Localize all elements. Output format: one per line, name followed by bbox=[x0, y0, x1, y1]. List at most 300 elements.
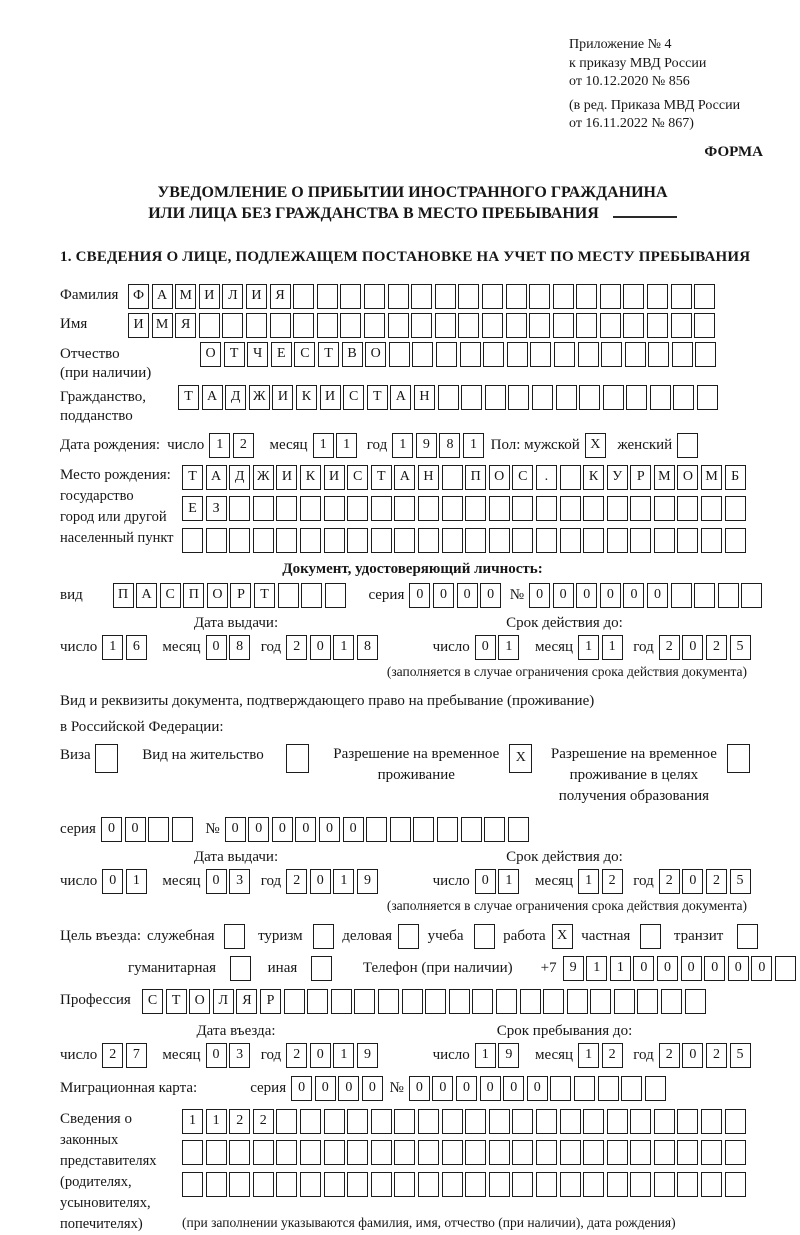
char-box[interactable] bbox=[222, 313, 243, 338]
char-box[interactable] bbox=[737, 924, 758, 949]
char-box[interactable]: 0 bbox=[125, 817, 146, 842]
char-box[interactable]: 2 bbox=[659, 635, 680, 660]
char-box[interactable] bbox=[436, 342, 457, 367]
char-box[interactable] bbox=[371, 1172, 392, 1197]
char-box[interactable] bbox=[465, 496, 486, 521]
char-box[interactable]: 0 bbox=[433, 583, 454, 608]
char-box[interactable] bbox=[725, 496, 746, 521]
migration-number-boxes[interactable] bbox=[409, 1076, 669, 1101]
char-box[interactable] bbox=[253, 528, 274, 553]
char-box[interactable]: 1 bbox=[336, 433, 357, 458]
char-box[interactable]: 0 bbox=[527, 1076, 548, 1101]
char-box[interactable] bbox=[574, 1076, 595, 1101]
char-box[interactable]: 0 bbox=[319, 817, 340, 842]
char-box[interactable]: Д bbox=[225, 385, 246, 410]
char-box[interactable] bbox=[311, 956, 332, 981]
char-box[interactable]: 1 bbox=[578, 635, 599, 660]
char-box[interactable]: 0 bbox=[600, 583, 621, 608]
char-box[interactable] bbox=[560, 465, 581, 490]
char-box[interactable]: Я bbox=[236, 989, 257, 1014]
char-box[interactable]: 2 bbox=[286, 869, 307, 894]
char-box[interactable] bbox=[576, 284, 597, 309]
char-box[interactable]: У bbox=[607, 465, 628, 490]
char-box[interactable] bbox=[229, 496, 250, 521]
char-box[interactable] bbox=[276, 1172, 297, 1197]
char-box[interactable]: 2 bbox=[229, 1109, 250, 1134]
char-box[interactable]: 8 bbox=[357, 635, 378, 660]
char-box[interactable] bbox=[286, 744, 309, 773]
char-box[interactable] bbox=[677, 1172, 698, 1197]
char-box[interactable] bbox=[300, 496, 321, 521]
char-box[interactable]: 9 bbox=[416, 433, 437, 458]
char-box[interactable] bbox=[371, 528, 392, 553]
char-box[interactable] bbox=[300, 1140, 321, 1165]
char-box[interactable] bbox=[621, 1076, 642, 1101]
char-box[interactable] bbox=[630, 496, 651, 521]
birth-year-boxes[interactable] bbox=[392, 433, 486, 458]
permit-series-boxes[interactable] bbox=[101, 817, 195, 842]
char-box[interactable]: Р bbox=[630, 465, 651, 490]
char-box[interactable] bbox=[394, 496, 415, 521]
char-box[interactable]: 1 bbox=[206, 1109, 227, 1134]
char-box[interactable] bbox=[347, 1172, 368, 1197]
char-box[interactable] bbox=[506, 284, 527, 309]
char-box[interactable] bbox=[583, 496, 604, 521]
char-box[interactable]: Т bbox=[318, 342, 339, 367]
char-box[interactable] bbox=[607, 528, 628, 553]
char-box[interactable] bbox=[640, 924, 661, 949]
stay-day[interactable] bbox=[475, 1043, 522, 1068]
char-box[interactable]: 0 bbox=[248, 817, 269, 842]
char-box[interactable] bbox=[276, 1140, 297, 1165]
char-box[interactable] bbox=[701, 528, 722, 553]
char-box[interactable] bbox=[229, 1140, 250, 1165]
char-box[interactable]: С bbox=[294, 342, 315, 367]
char-box[interactable] bbox=[449, 989, 470, 1014]
char-box[interactable]: 0 bbox=[475, 869, 496, 894]
char-box[interactable]: С bbox=[343, 385, 364, 410]
char-box[interactable]: Т bbox=[367, 385, 388, 410]
char-box[interactable]: . bbox=[536, 465, 557, 490]
char-box[interactable] bbox=[229, 528, 250, 553]
char-box[interactable] bbox=[460, 342, 481, 367]
char-box[interactable] bbox=[442, 1109, 463, 1134]
char-box[interactable]: 9 bbox=[357, 1043, 378, 1068]
patronymic-boxes[interactable] bbox=[200, 342, 719, 367]
char-box[interactable] bbox=[671, 313, 692, 338]
char-box[interactable]: 0 bbox=[291, 1076, 312, 1101]
char-box[interactable]: 2 bbox=[706, 1043, 727, 1068]
char-box[interactable] bbox=[224, 924, 245, 949]
profession-boxes[interactable] bbox=[142, 989, 708, 1014]
char-box[interactable]: 0 bbox=[409, 583, 430, 608]
char-box[interactable] bbox=[300, 528, 321, 553]
char-box[interactable]: Т bbox=[178, 385, 199, 410]
char-box[interactable] bbox=[148, 817, 169, 842]
permit-issue-year[interactable] bbox=[286, 869, 380, 894]
char-box[interactable]: 2 bbox=[253, 1109, 274, 1134]
char-box[interactable] bbox=[307, 989, 328, 1014]
char-box[interactable]: М bbox=[654, 465, 675, 490]
char-box[interactable] bbox=[560, 1140, 581, 1165]
char-box[interactable]: С bbox=[160, 583, 181, 608]
char-box[interactable]: С bbox=[347, 465, 368, 490]
char-box[interactable]: 0 bbox=[206, 635, 227, 660]
char-box[interactable] bbox=[677, 433, 698, 458]
char-box[interactable] bbox=[512, 1109, 533, 1134]
char-box[interactable] bbox=[435, 313, 456, 338]
char-box[interactable]: Р bbox=[260, 989, 281, 1014]
char-box[interactable]: 2 bbox=[659, 1043, 680, 1068]
char-box[interactable] bbox=[623, 313, 644, 338]
surname-boxes[interactable] bbox=[128, 284, 718, 309]
char-box[interactable] bbox=[648, 342, 669, 367]
char-box[interactable] bbox=[483, 342, 504, 367]
char-box[interactable]: 0 bbox=[657, 956, 678, 981]
char-box[interactable] bbox=[482, 284, 503, 309]
char-box[interactable]: 5 bbox=[730, 635, 751, 660]
char-box[interactable] bbox=[331, 989, 352, 1014]
char-box[interactable] bbox=[576, 313, 597, 338]
char-box[interactable] bbox=[512, 528, 533, 553]
char-box[interactable]: 8 bbox=[439, 433, 460, 458]
char-box[interactable]: 1 bbox=[602, 635, 623, 660]
char-box[interactable] bbox=[654, 496, 675, 521]
char-box[interactable] bbox=[560, 496, 581, 521]
char-box[interactable]: 0 bbox=[576, 583, 597, 608]
char-box[interactable]: Т bbox=[166, 989, 187, 1014]
char-box[interactable] bbox=[550, 1076, 571, 1101]
char-box[interactable]: X bbox=[509, 744, 532, 773]
char-box[interactable] bbox=[508, 385, 529, 410]
char-box[interactable] bbox=[276, 496, 297, 521]
char-box[interactable]: О bbox=[207, 583, 228, 608]
char-box[interactable] bbox=[630, 528, 651, 553]
char-box[interactable] bbox=[371, 496, 392, 521]
char-box[interactable] bbox=[438, 385, 459, 410]
char-box[interactable] bbox=[253, 496, 274, 521]
char-box[interactable] bbox=[388, 313, 409, 338]
char-box[interactable] bbox=[560, 1109, 581, 1134]
char-box[interactable] bbox=[313, 924, 334, 949]
char-box[interactable] bbox=[677, 1109, 698, 1134]
char-box[interactable] bbox=[536, 1109, 557, 1134]
char-box[interactable] bbox=[598, 1076, 619, 1101]
char-box[interactable]: 2 bbox=[602, 869, 623, 894]
char-box[interactable] bbox=[95, 744, 118, 773]
char-box[interactable] bbox=[647, 284, 668, 309]
purpose-transit-checkbox[interactable] bbox=[737, 924, 761, 949]
char-box[interactable]: Е bbox=[182, 496, 203, 521]
char-box[interactable]: 2 bbox=[286, 1043, 307, 1068]
char-box[interactable] bbox=[418, 1140, 439, 1165]
char-box[interactable] bbox=[645, 1076, 666, 1101]
char-box[interactable]: М bbox=[701, 465, 722, 490]
char-box[interactable] bbox=[560, 528, 581, 553]
char-box[interactable] bbox=[317, 313, 338, 338]
char-box[interactable] bbox=[607, 496, 628, 521]
char-box[interactable] bbox=[461, 817, 482, 842]
char-box[interactable] bbox=[512, 496, 533, 521]
permit-number-boxes[interactable] bbox=[225, 817, 532, 842]
char-box[interactable]: Н bbox=[414, 385, 435, 410]
char-box[interactable]: 2 bbox=[706, 869, 727, 894]
char-box[interactable] bbox=[465, 1140, 486, 1165]
permit-issue-day[interactable] bbox=[102, 869, 149, 894]
char-box[interactable] bbox=[182, 528, 203, 553]
char-box[interactable]: 0 bbox=[647, 583, 668, 608]
char-box[interactable] bbox=[775, 956, 796, 981]
purpose-business-checkbox[interactable] bbox=[398, 924, 422, 949]
char-box[interactable]: 1 bbox=[209, 433, 230, 458]
char-box[interactable] bbox=[695, 342, 716, 367]
char-box[interactable]: 0 bbox=[457, 583, 478, 608]
char-box[interactable] bbox=[301, 583, 322, 608]
char-box[interactable] bbox=[340, 284, 361, 309]
char-box[interactable]: 1 bbox=[578, 869, 599, 894]
char-box[interactable]: 0 bbox=[475, 635, 496, 660]
char-box[interactable]: 2 bbox=[659, 869, 680, 894]
purpose-private-checkbox[interactable] bbox=[640, 924, 664, 949]
char-box[interactable]: Ч bbox=[247, 342, 268, 367]
char-box[interactable] bbox=[512, 1172, 533, 1197]
char-box[interactable] bbox=[697, 385, 718, 410]
char-box[interactable] bbox=[206, 1172, 227, 1197]
char-box[interactable] bbox=[465, 528, 486, 553]
char-box[interactable] bbox=[411, 284, 432, 309]
char-box[interactable] bbox=[496, 989, 517, 1014]
char-box[interactable] bbox=[347, 1140, 368, 1165]
char-box[interactable]: И bbox=[276, 465, 297, 490]
char-box[interactable] bbox=[701, 1109, 722, 1134]
char-box[interactable] bbox=[347, 1109, 368, 1134]
char-box[interactable]: 0 bbox=[362, 1076, 383, 1101]
char-box[interactable] bbox=[300, 1172, 321, 1197]
char-box[interactable]: К bbox=[300, 465, 321, 490]
char-box[interactable] bbox=[394, 1172, 415, 1197]
char-box[interactable] bbox=[560, 1172, 581, 1197]
char-box[interactable]: Ж bbox=[249, 385, 270, 410]
migration-series-boxes[interactable] bbox=[291, 1076, 385, 1101]
char-box[interactable]: И bbox=[199, 284, 220, 309]
purpose-tourism-checkbox[interactable] bbox=[313, 924, 337, 949]
char-box[interactable]: 0 bbox=[553, 583, 574, 608]
char-box[interactable] bbox=[553, 284, 574, 309]
char-box[interactable]: 0 bbox=[503, 1076, 524, 1101]
char-box[interactable] bbox=[324, 1172, 345, 1197]
char-box[interactable] bbox=[442, 496, 463, 521]
char-box[interactable] bbox=[394, 528, 415, 553]
char-box[interactable]: Д bbox=[229, 465, 250, 490]
char-box[interactable] bbox=[472, 989, 493, 1014]
char-box[interactable] bbox=[418, 1109, 439, 1134]
char-box[interactable] bbox=[364, 284, 385, 309]
char-box[interactable] bbox=[654, 528, 675, 553]
char-box[interactable] bbox=[529, 284, 550, 309]
char-box[interactable]: 0 bbox=[102, 869, 123, 894]
char-box[interactable]: 0 bbox=[343, 817, 364, 842]
char-box[interactable]: А bbox=[152, 284, 173, 309]
char-box[interactable] bbox=[583, 1140, 604, 1165]
char-box[interactable] bbox=[489, 1140, 510, 1165]
char-box[interactable] bbox=[626, 385, 647, 410]
purpose-work-checkbox[interactable] bbox=[552, 924, 576, 949]
doc-number-boxes[interactable] bbox=[529, 583, 765, 608]
char-box[interactable] bbox=[672, 342, 693, 367]
stay-month[interactable] bbox=[578, 1043, 625, 1068]
char-box[interactable]: Т bbox=[371, 465, 392, 490]
char-box[interactable] bbox=[607, 1140, 628, 1165]
char-box[interactable] bbox=[701, 1140, 722, 1165]
char-box[interactable]: 0 bbox=[681, 956, 702, 981]
char-box[interactable] bbox=[507, 342, 528, 367]
char-box[interactable] bbox=[671, 284, 692, 309]
char-box[interactable] bbox=[246, 313, 267, 338]
char-box[interactable]: Я bbox=[175, 313, 196, 338]
char-box[interactable] bbox=[206, 1140, 227, 1165]
birth-place-row1[interactable] bbox=[182, 465, 748, 490]
char-box[interactable]: 1 bbox=[610, 956, 631, 981]
birth-month-boxes[interactable] bbox=[313, 433, 360, 458]
char-box[interactable]: 1 bbox=[126, 869, 147, 894]
char-box[interactable]: X bbox=[552, 924, 573, 949]
char-box[interactable] bbox=[694, 284, 715, 309]
char-box[interactable]: 0 bbox=[728, 956, 749, 981]
char-box[interactable] bbox=[394, 1140, 415, 1165]
char-box[interactable]: В bbox=[342, 342, 363, 367]
char-box[interactable]: П bbox=[465, 465, 486, 490]
doc-expiry-year[interactable] bbox=[659, 635, 753, 660]
char-box[interactable] bbox=[413, 817, 434, 842]
birth-place-row3[interactable] bbox=[182, 528, 748, 553]
char-box[interactable]: 0 bbox=[682, 1043, 703, 1068]
char-box[interactable] bbox=[685, 989, 706, 1014]
sex-male-checkbox[interactable] bbox=[585, 433, 609, 458]
entry-year[interactable] bbox=[286, 1043, 380, 1068]
sex-female-checkbox[interactable] bbox=[677, 433, 701, 458]
char-box[interactable] bbox=[536, 496, 557, 521]
purpose-official-checkbox[interactable] bbox=[224, 924, 248, 949]
char-box[interactable] bbox=[590, 989, 611, 1014]
char-box[interactable] bbox=[398, 924, 419, 949]
char-box[interactable] bbox=[607, 1172, 628, 1197]
doc-expiry-day[interactable] bbox=[475, 635, 522, 660]
char-box[interactable]: 5 bbox=[730, 1043, 751, 1068]
char-box[interactable] bbox=[388, 284, 409, 309]
char-box[interactable] bbox=[601, 342, 622, 367]
char-box[interactable] bbox=[324, 528, 345, 553]
char-box[interactable] bbox=[625, 342, 646, 367]
char-box[interactable]: М bbox=[152, 313, 173, 338]
char-box[interactable]: З bbox=[206, 496, 227, 521]
char-box[interactable] bbox=[506, 313, 527, 338]
char-box[interactable] bbox=[701, 1172, 722, 1197]
entry-month[interactable] bbox=[206, 1043, 253, 1068]
char-box[interactable]: 2 bbox=[706, 635, 727, 660]
char-box[interactable]: 3 bbox=[229, 1043, 250, 1068]
char-box[interactable]: О bbox=[200, 342, 221, 367]
char-box[interactable] bbox=[654, 1172, 675, 1197]
char-box[interactable]: 1 bbox=[392, 433, 413, 458]
char-box[interactable] bbox=[484, 817, 505, 842]
char-box[interactable] bbox=[199, 313, 220, 338]
char-box[interactable]: Ф bbox=[128, 284, 149, 309]
char-box[interactable] bbox=[600, 313, 621, 338]
char-box[interactable]: 0 bbox=[272, 817, 293, 842]
char-box[interactable] bbox=[442, 528, 463, 553]
char-box[interactable]: Н bbox=[418, 465, 439, 490]
char-box[interactable] bbox=[603, 385, 624, 410]
char-box[interactable]: Л bbox=[222, 284, 243, 309]
char-box[interactable]: К bbox=[296, 385, 317, 410]
char-box[interactable] bbox=[614, 989, 635, 1014]
char-box[interactable]: К bbox=[583, 465, 604, 490]
char-box[interactable] bbox=[324, 496, 345, 521]
char-box[interactable] bbox=[647, 313, 668, 338]
permit-issue-month[interactable] bbox=[206, 869, 253, 894]
char-box[interactable] bbox=[317, 284, 338, 309]
char-box[interactable]: П bbox=[113, 583, 134, 608]
char-box[interactable] bbox=[412, 342, 433, 367]
visa-checkbox[interactable] bbox=[95, 744, 121, 773]
char-box[interactable]: 1 bbox=[475, 1043, 496, 1068]
char-box[interactable] bbox=[340, 313, 361, 338]
char-box[interactable]: С bbox=[142, 989, 163, 1014]
char-box[interactable]: Т bbox=[182, 465, 203, 490]
char-box[interactable]: 5 bbox=[730, 869, 751, 894]
temp-residence-checkbox[interactable] bbox=[509, 744, 535, 773]
char-box[interactable]: Б bbox=[725, 465, 746, 490]
char-box[interactable] bbox=[661, 989, 682, 1014]
doc-type-boxes[interactable] bbox=[113, 583, 349, 608]
representatives-row1[interactable] bbox=[182, 1109, 748, 1134]
char-box[interactable] bbox=[654, 1140, 675, 1165]
char-box[interactable]: 2 bbox=[102, 1043, 123, 1068]
char-box[interactable] bbox=[182, 1172, 203, 1197]
char-box[interactable] bbox=[718, 583, 739, 608]
char-box[interactable] bbox=[458, 284, 479, 309]
char-box[interactable]: И bbox=[246, 284, 267, 309]
stay-year[interactable] bbox=[659, 1043, 753, 1068]
char-box[interactable] bbox=[701, 496, 722, 521]
char-box[interactable] bbox=[402, 989, 423, 1014]
char-box[interactable]: 0 bbox=[295, 817, 316, 842]
char-box[interactable]: Т bbox=[254, 583, 275, 608]
char-box[interactable] bbox=[354, 989, 375, 1014]
char-box[interactable] bbox=[389, 342, 410, 367]
char-box[interactable]: 1 bbox=[498, 635, 519, 660]
permit-expiry-day[interactable] bbox=[475, 869, 522, 894]
char-box[interactable] bbox=[324, 1109, 345, 1134]
char-box[interactable]: X bbox=[585, 433, 606, 458]
char-box[interactable] bbox=[556, 385, 577, 410]
char-box[interactable] bbox=[673, 385, 694, 410]
doc-series-boxes[interactable] bbox=[409, 583, 503, 608]
char-box[interactable]: 0 bbox=[480, 1076, 501, 1101]
char-box[interactable] bbox=[485, 385, 506, 410]
char-box[interactable] bbox=[182, 1140, 203, 1165]
char-box[interactable] bbox=[677, 496, 698, 521]
char-box[interactable] bbox=[435, 284, 456, 309]
char-box[interactable] bbox=[437, 817, 458, 842]
char-box[interactable]: Я bbox=[270, 284, 291, 309]
doc-issue-day[interactable] bbox=[102, 635, 149, 660]
char-box[interactable] bbox=[276, 528, 297, 553]
char-box[interactable] bbox=[270, 313, 291, 338]
birth-day-boxes[interactable] bbox=[209, 433, 256, 458]
char-box[interactable]: М bbox=[175, 284, 196, 309]
char-box[interactable]: Т bbox=[224, 342, 245, 367]
